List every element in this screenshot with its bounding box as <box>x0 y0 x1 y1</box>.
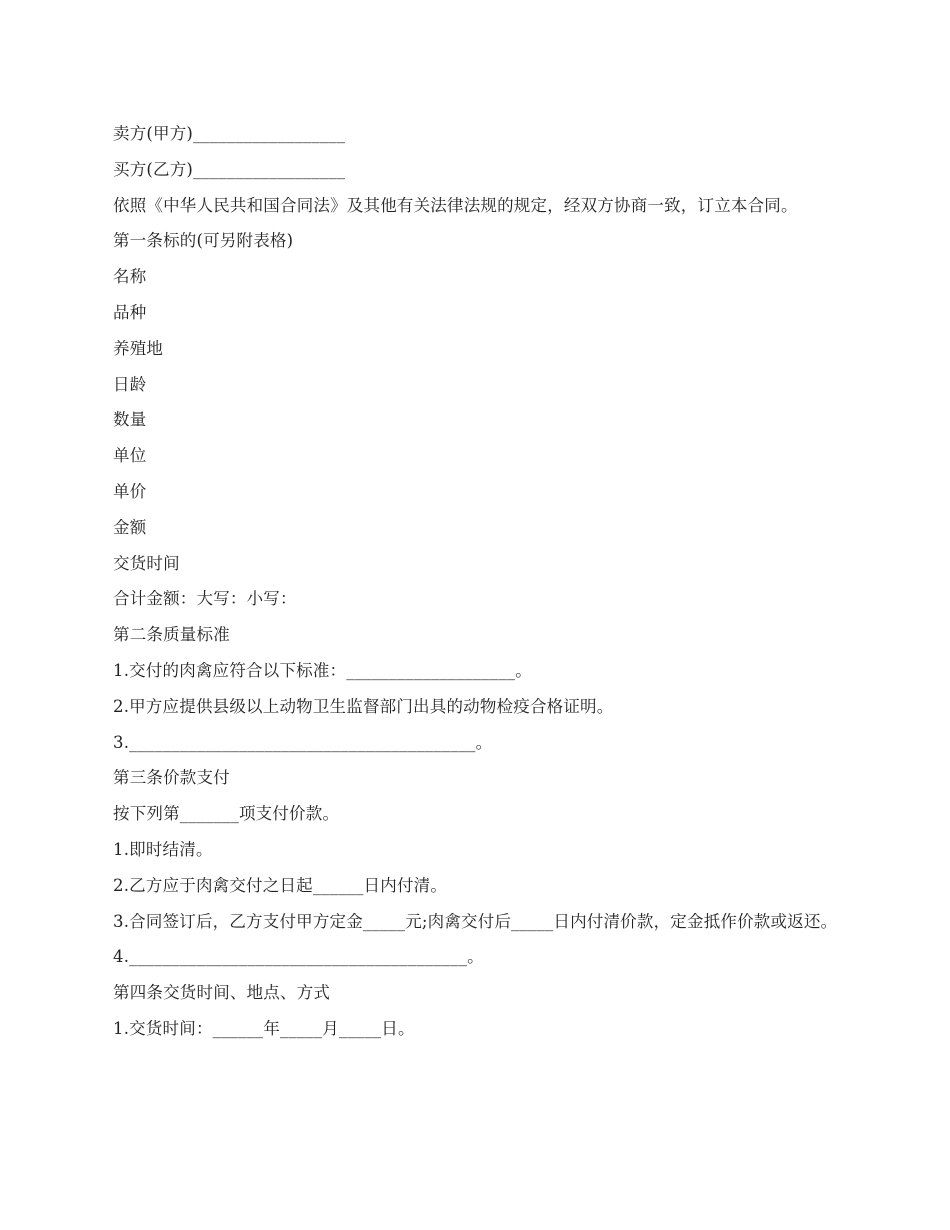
article-1-heading: 第一条标的(可另附表格) <box>113 231 294 251</box>
field-name: 名称 <box>113 267 147 287</box>
article-2-item-2: 2.甲方应提供县级以上动物卫生监督部门出具的动物检疫合格证明。 <box>113 696 614 716</box>
article-3-item-1: 1.即时结清。 <box>113 839 213 859</box>
article-2-item-1: 1.交付的肉禽应符合以下标准：____________________。 <box>113 660 532 680</box>
field-unit: 单位 <box>113 446 147 466</box>
field-variety: 品种 <box>113 302 147 322</box>
field-delivery-time: 交货时间 <box>113 553 180 573</box>
article-3-item-3: 3.合同签订后，乙方支付甲方定金_____元;肉禽交付后_____日内付清价款，定金抵作价款或返还。 <box>113 911 838 931</box>
article-2-item-3: 3._________________________________________。 <box>113 732 493 752</box>
article-2-heading: 第二条质量标准 <box>113 625 230 645</box>
article-3-heading: 第三条价款支付 <box>113 768 230 788</box>
article-3-intro: 按下列第_______项支付价款。 <box>113 804 340 824</box>
field-amount: 金额 <box>113 517 147 537</box>
field-breeding-place: 养殖地 <box>113 338 164 358</box>
preamble-paragraph: 依照《中华人民共和国合同法》及其他有关法律法规的规定，经双方协商一致，订立本合同。 <box>113 195 798 215</box>
total-amount-line: 合计金额：大写：小写： <box>113 589 297 609</box>
article-3-item-4: 4.________________________________________。 <box>113 947 484 967</box>
contract-page <box>113 123 843 1054</box>
article-3-item-2: 2.乙方应于肉禽交付之日起______日内付清。 <box>113 875 448 895</box>
article-4-item-1: 1.交货时间：______年_____月_____日。 <box>113 1018 415 1038</box>
field-quantity: 数量 <box>113 410 147 430</box>
seller-party-line: 卖方(甲方)__________________ <box>113 124 346 143</box>
field-age-days: 日龄 <box>113 374 147 394</box>
article-4-heading: 第四条交货时间、地点、方式 <box>113 983 331 1003</box>
field-unit-price: 单价 <box>113 481 147 501</box>
buyer-party-line: 买方(乙方)__________________ <box>113 159 346 179</box>
